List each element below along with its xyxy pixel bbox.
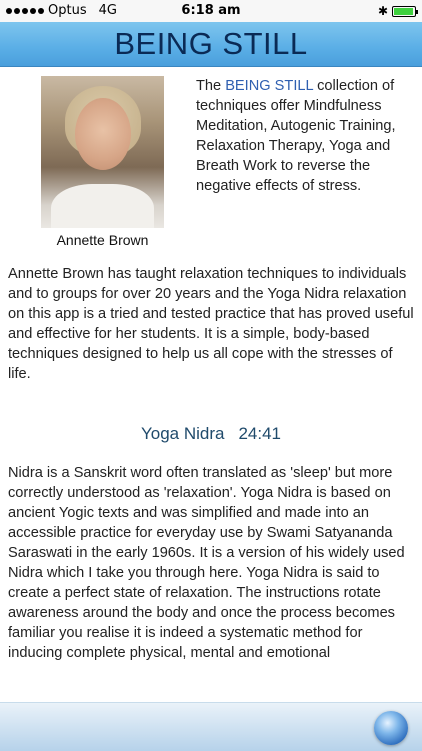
track-duration: 24:41	[238, 424, 282, 443]
profile-photo	[41, 76, 164, 228]
battery-icon	[392, 6, 416, 17]
intro-highlight: BEING STILL	[225, 78, 314, 94]
status-bar	[0, 0, 422, 22]
app-title: BEING STILL	[114, 26, 308, 61]
photo-caption: Annette Brown	[56, 232, 149, 248]
intro-text	[196, 76, 408, 196]
track-heading[interactable]	[0, 424, 422, 444]
intro-prefix: The	[196, 78, 226, 94]
intro-suffix: collection of techniques offer Mindfulness Meditation, Autogenic Training, Relaxation Therapy, Yoga and Breath Work to reverse the negative effects of stress.	[196, 78, 396, 194]
carrier-name: Optus	[48, 3, 87, 18]
header-bar	[0, 22, 422, 67]
description-paragraph: Nidra is a Sanskrit word often translated as 'sleep' but more correctly understood as 'relaxation'. Yoga Nidra is based on ancient Yogic texts and was simplified and made into an accessible practice for everyday use by Swami Satyananda Saraswati in the early 1960s. It is a version of his widely used Nidra which I take you through here. Yoga Nidra is said to create a perfect state of relaxation. The instructions rotate awareness around the body and once the process becomes familiar you realise it is indeed a systematic method for inducing complete physical, mental and emotional	[8, 465, 405, 661]
play-orb-button[interactable]	[374, 711, 408, 745]
bio-paragraph: Annette Brown has taught relaxation techniques to individuals and to groups for over 20 years and the Yoga Nidra relaxation on this app is a tried and tested practice that has proved useful and effective for her students. It is a simple, body-based techniques designed to help us all cope with the stresses of life.	[8, 266, 414, 382]
clock: 6:18 am	[181, 3, 241, 18]
network-type: 4G	[98, 3, 117, 18]
bluetooth-icon: ✱	[377, 4, 388, 18]
bottom-toolbar	[0, 702, 422, 751]
track-title: Yoga Nidra	[140, 424, 225, 443]
